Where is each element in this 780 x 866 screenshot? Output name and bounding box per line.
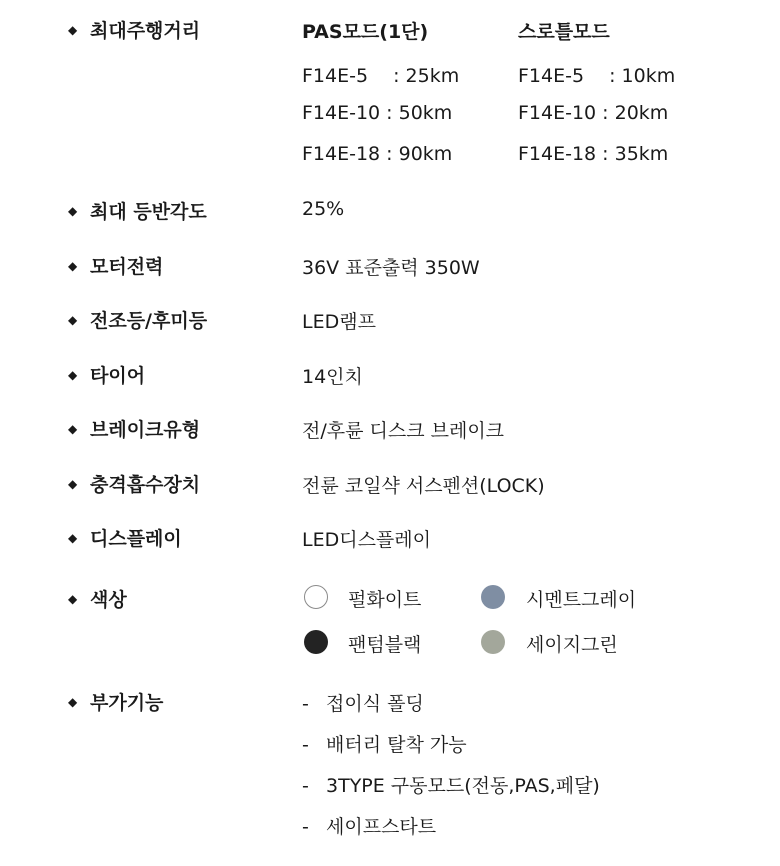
throttle-range-line: F14E-5 : 10km [518, 65, 676, 87]
feature-item [302, 812, 436, 839]
spec-label-motor [68, 252, 163, 279]
feature-item [302, 730, 467, 757]
spec-label-text: 최대 등반각도 [90, 201, 207, 223]
dash-bullet-icon: - [302, 775, 309, 797]
feature-text: 세이프스타트 [326, 816, 437, 838]
spec-label-text: 디스플레이 [90, 528, 182, 550]
spec-label-text: 모터전력 [90, 256, 164, 278]
throttle-range-line: F14E-10 : 20km [518, 102, 669, 124]
feature-item [302, 771, 600, 798]
spec-label-tire [68, 361, 145, 388]
feature-item [302, 689, 424, 716]
feature-text: 3TYPE 구동모드(전동,PAS,페달) [326, 775, 600, 797]
diamond-bullet-icon: ◆ [68, 477, 78, 491]
dash-bullet-icon: - [302, 693, 309, 715]
color-swatch-cement-gray [481, 585, 505, 609]
dash-bullet-icon: - [302, 816, 309, 838]
spec-label-climb [68, 197, 207, 224]
spec-value-display: LED디스플레이 [302, 529, 431, 551]
pas-range-line: F14E-18 : 90km [302, 143, 453, 165]
dash-bullet-icon: - [302, 734, 309, 756]
spec-label-text: 브레이크유형 [90, 419, 201, 441]
spec-value-tire: 14인치 [302, 366, 363, 388]
spec-label-shock [68, 470, 200, 497]
feature-text: 접이식 폴딩 [326, 693, 424, 715]
color-swatch-sage-green [481, 630, 505, 654]
color-name: 펄화이트 [348, 589, 422, 611]
diamond-bullet-icon: ◆ [68, 422, 78, 436]
diamond-bullet-icon: ◆ [68, 695, 78, 709]
throttle-range-line: F14E-18 : 35km [518, 143, 669, 165]
spec-label-range [68, 16, 200, 43]
spec-label-text: 최대주행거리 [90, 20, 201, 42]
color-name: 팬텀블랙 [348, 634, 422, 656]
spec-value-shock: 전륜 코일샥 서스펜션(LOCK) [302, 475, 545, 497]
spec-label-text: 색상 [90, 589, 127, 611]
diamond-bullet-icon: ◆ [68, 204, 78, 218]
spec-label-text: 전조등/후미등 [90, 310, 208, 332]
diamond-bullet-icon: ◆ [68, 531, 78, 545]
color-name: 시멘트그레이 [526, 589, 637, 611]
pas-mode-title: PAS모드(1단) [302, 21, 429, 43]
spec-value-climb: 25% [302, 198, 345, 220]
throttle-mode-title: 스로틀모드 [518, 21, 610, 43]
diamond-bullet-icon: ◆ [68, 313, 78, 327]
diamond-bullet-icon: ◆ [68, 592, 78, 606]
spec-label-features [68, 688, 163, 715]
pas-range-line: F14E-5 : 25km [302, 65, 460, 87]
feature-text: 배터리 탈착 가능 [326, 734, 467, 756]
spec-label-text: 부가기능 [90, 692, 164, 714]
color-swatch-pearl-white [304, 585, 328, 609]
diamond-bullet-icon: ◆ [68, 23, 78, 37]
pas-range-line: F14E-10 : 50km [302, 102, 453, 124]
spec-label-display [68, 524, 182, 551]
spec-value-motor: 36V 표준출력 350W [302, 257, 480, 279]
spec-value-light: LED램프 [302, 311, 376, 333]
diamond-bullet-icon: ◆ [68, 259, 78, 273]
color-name: 세이지그린 [526, 634, 618, 656]
spec-label-color [68, 585, 127, 612]
spec-value-brake: 전/후륜 디스크 브레이크 [302, 420, 505, 442]
spec-label-light [68, 306, 207, 333]
color-swatch-phantom-black [304, 630, 328, 654]
diamond-bullet-icon: ◆ [68, 368, 78, 382]
spec-label-brake [68, 415, 200, 442]
spec-label-text: 충격흡수장치 [90, 474, 201, 496]
spec-label-text: 타이어 [90, 365, 146, 387]
